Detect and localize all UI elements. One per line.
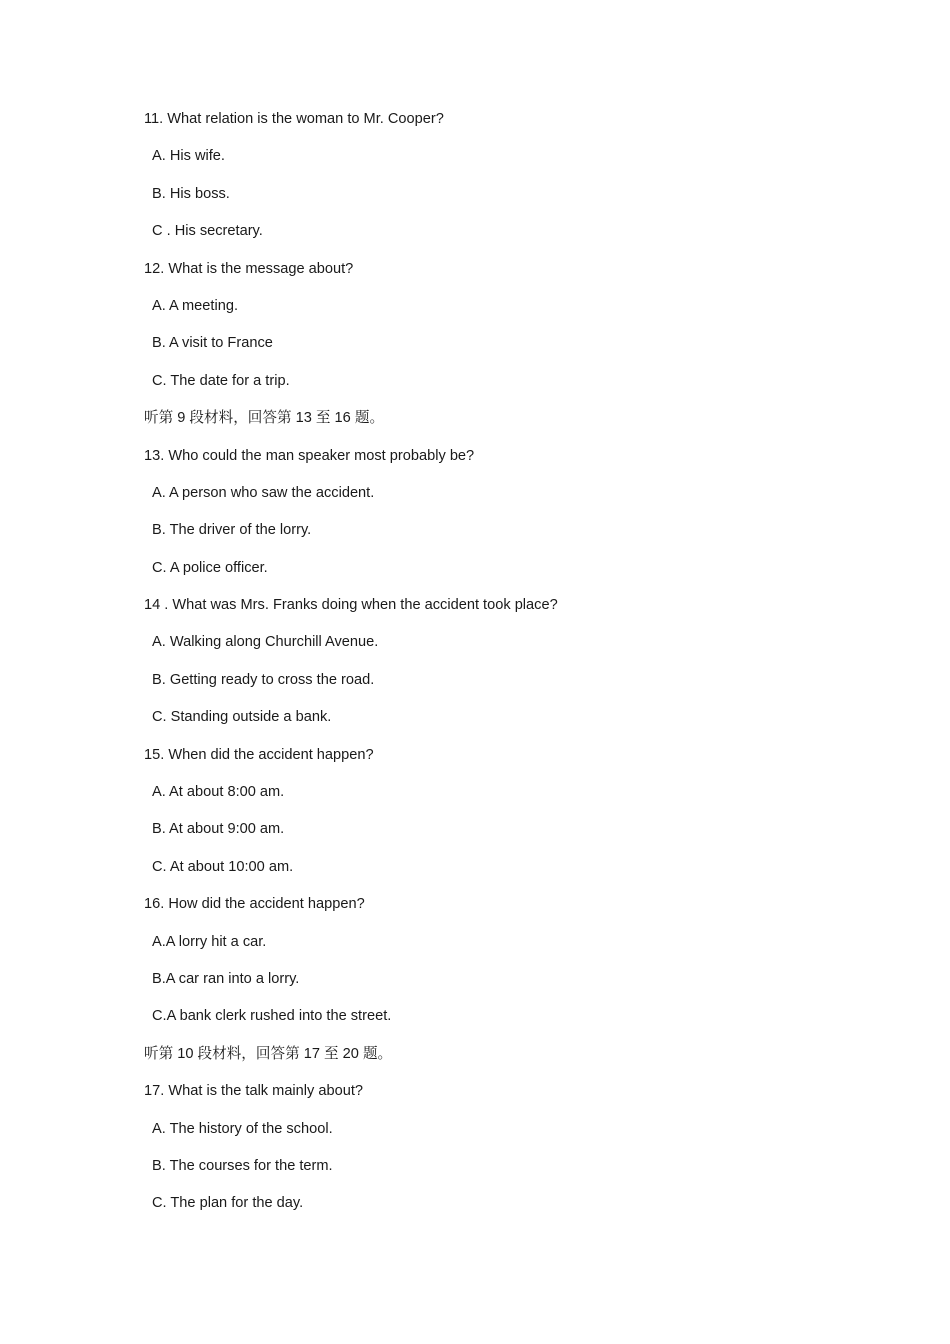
option-12c: C. The date for a trip. (152, 372, 290, 389)
option-16c: C.A bank clerk rushed into the street. (152, 1008, 392, 1025)
option-16b: B.A car ran into a lorry. (152, 970, 300, 987)
option-15b: B. At about 9:00 am. (152, 821, 285, 838)
question-17: 17. What is the talk mainly about? (144, 1083, 364, 1100)
option-17c: C. The plan for the day. (152, 1195, 304, 1212)
option-13a: A. A person who saw the accident. (152, 484, 375, 501)
option-11a: A. His wife. (152, 148, 225, 165)
section-instruction-9: 听第 9 段材料，回答第 13 至 16 题。 (144, 410, 385, 427)
question-14: 14 . What was Mrs. Franks doing when the accident took place? (144, 597, 558, 614)
section-instruction-10: 听第 10 段材料，回答第 17 至 20 题。 (144, 1045, 393, 1062)
option-12a: A. A meeting. (152, 297, 238, 314)
option-14a: A. Walking along Churchill Avenue. (152, 634, 379, 651)
option-17a: A. The history of the school. (152, 1120, 333, 1137)
question-12: 12. What is the message about? (144, 260, 354, 277)
question-16: 16. How did the accident happen? (144, 896, 365, 913)
option-13c: C. A police officer. (152, 559, 268, 576)
option-16a: A.A lorry hit a car. (152, 933, 267, 950)
option-14b: B. Getting ready to cross the road. (152, 671, 375, 688)
option-15c: C. At about 10:00 am. (152, 858, 294, 875)
option-13b: B. The driver of the lorry. (152, 522, 312, 539)
question-11: 11. What relation is the woman to Mr. Cooper? (144, 111, 444, 127)
option-14c: C. Standing outside a bank. (152, 709, 332, 726)
option-15a: A. At about 8:00 am. (152, 784, 285, 801)
option-11c: C . His secretary. (152, 223, 263, 240)
question-list (144, 107, 844, 1229)
question-15: 15. When did the accident happen? (144, 746, 374, 763)
option-12b: B. A visit to France (152, 335, 273, 352)
option-17b: B. The courses for the term. (152, 1157, 333, 1174)
option-11b: B. His boss. (152, 185, 230, 202)
question-13: 13. Who could the man speaker most probably be? (144, 447, 475, 464)
